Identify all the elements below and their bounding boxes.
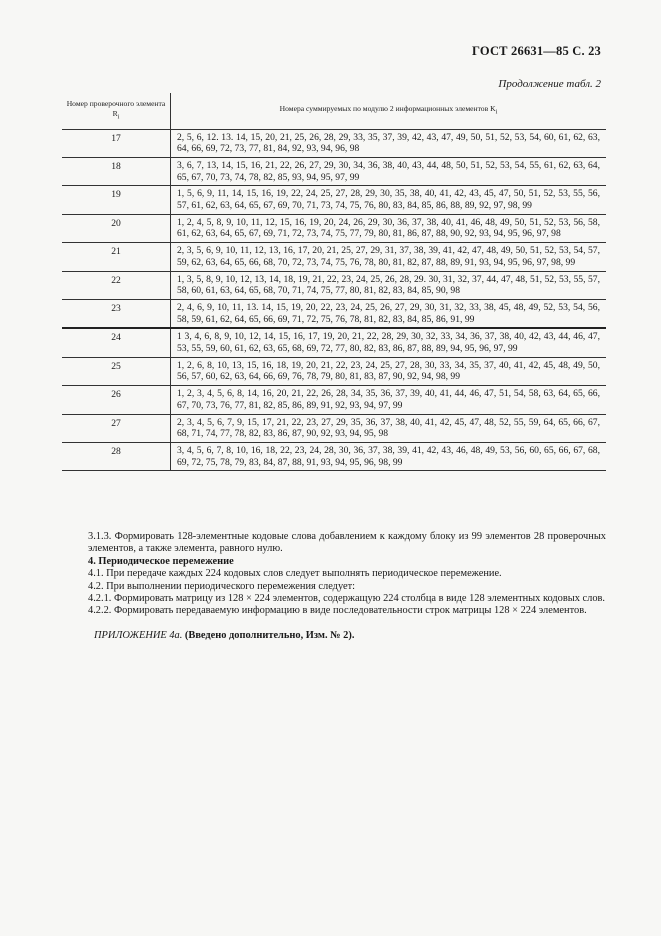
header-check-element-text: Номер проверочного элемента R [66,99,166,118]
check-elements-table [62,93,606,471]
info-element-numbers: 3, 4, 5, 6, 7, 8, 10, 16, 18, 22, 23, 24, 28, 30, 36, 37, 38, 39, 41, 42, 43, 46, 48, 49, 53, 56, 60, 65, 66, 67, 68, 69, 72, 75, 78, 79, 83, 84, 87, 88, 91, 93, 94, 95, 96, 98, 99 [171,442,607,470]
info-element-numbers: 1, 2, 3, 4, 5, 6, 8, 14, 16, 20, 21, 22, 26, 28, 34, 35, 36, 37, 39, 40, 41, 44, 46, 47, 51, 54, 58, 63, 64, 65, 66, 67, 70, 73, 76, 77, 81, 82, 85, 86, 89, 91, 92, 93, 94, 97, 99 [171,386,607,414]
table-row [62,442,606,470]
paragraph-4-2-2: 4.2.2. Формировать передаваемую информацию в виде последовательности строк матрицы 128 × 224 элементов. [88,605,587,617]
table-row [62,271,606,299]
info-element-numbers: 2, 3, 5, 6, 9, 10, 11, 12, 13, 16, 17, 20, 21, 25, 27, 29, 31, 37, 38, 39, 41, 42, 47, 48, 49, 50, 51, 52, 53, 54, 57, 59, 62, 63, 64, 65, 66, 68, 70, 72, 73, 74, 75, 76, 78, 80, 81, 82, 87, 88, 89, 91, 93, 94, 95, 96, 97, 98, 99 [171,243,607,271]
table-row [62,299,606,328]
paragraph-4-2: 4.2. При выполнении периодического перемежения следует: [88,580,356,592]
appendix-note [94,630,606,642]
check-element-number: 22 [62,271,171,299]
check-element-number: 18 [62,157,171,185]
paragraph-3-1-3: 3.1.3. Формировать 128-элементные кодовые слова добавлением к каждому блоку из 99 элементов 28 проверочных элементов, а также элемента, равного нулю. [88,531,606,555]
info-element-numbers: 1, 2, 6, 8, 10, 13, 15, 16, 18, 19, 20, 21, 22, 23, 24, 25, 27, 28, 30, 33, 34, 35, 37, 40, 41, 42, 45, 48, 49, 50, 56, 57, 60, 62, 63, 64, 66, 69, 76, 78, 79, 80, 81, 83, 87, 90, 92, 94, 98, 99 [171,357,607,385]
check-element-number: 26 [62,386,171,414]
table-row [62,357,606,385]
header-check-element-sub: i [117,113,120,121]
table-row [62,129,606,157]
info-element-numbers: 1 3, 4, 6, 8, 9, 10, 12, 14, 15, 16, 17, 19, 20, 21, 22, 28, 29, 30, 32, 33, 34, 36, 37, 38, 40, 42, 43, 44, 46, 47, 53, 55, 59, 60, 61, 62, 63, 65, 68, 69, 72, 77, 80, 82, 83, 86, 87, 88, 89, 94, 95, 96, 97, 99 [171,328,607,357]
table-row [62,386,606,414]
header-info-elements-sub: i [495,108,498,116]
page-header: ГОСТ 26631—85 С. 23 [472,44,601,58]
table-row [62,243,606,271]
check-element-number: 19 [62,186,171,214]
check-element-number: 17 [62,129,171,157]
info-element-numbers: 2, 5, 6, 12. 13. 14, 15, 20, 21, 25, 26, 28, 29, 33, 35, 37, 39, 42, 43, 47, 49, 50, 51, 52, 53, 54, 60, 61, 62, 63, 64, 66, 69, 72, 73, 77, 81, 84, 92, 93, 94, 96, 98 [171,129,607,157]
section-4-heading: 4. Периодическое перемежение [88,555,234,567]
check-element-number: 20 [62,214,171,242]
header-check-element [62,93,171,129]
appendix-title: ПРИЛОЖЕНИЕ 4а. [94,629,183,641]
paragraph-4-2-1: 4.2.1. Формировать матрицу из 128 × 224 элементов, содержащую 224 столбца в виде 128 элементных кодовых слов. [88,593,606,605]
body-text [88,531,606,642]
header-info-elements-text: Номера суммируемых по модулю 2 информационных элементов K [279,104,496,113]
table-row [62,186,606,214]
table-row [62,157,606,185]
check-element-number: 27 [62,414,171,442]
table-header-row [62,93,606,129]
info-element-numbers: 1, 2, 4, 5, 8, 9, 10, 11, 12, 15, 16, 19, 20, 24, 26, 29, 30, 36, 37, 38, 40, 41, 46, 48, 49, 50, 51, 52, 53, 56, 58, 61, 62, 63, 64, 65, 67, 69, 71, 72, 73, 74, 75, 77, 79, 80, 81, 86, 87, 88, 90, 92, 93, 94, 95, 96, 97, 98 [171,214,607,242]
header-info-elements [171,93,607,129]
table-continuation-label: Продолжение табл. 2 [498,78,601,90]
info-element-numbers: 1, 5, 6, 9, 11, 14, 15, 16, 19, 22, 24, 25, 27, 28, 29, 30, 35, 38, 40, 41, 42, 43, 45, 47, 50, 51, 52, 53, 55, 56, 57, 61, 62, 63, 64, 65, 67, 69, 70, 71, 73, 74, 75, 76, 80, 83, 84, 85, 86, 88, 89, 92, 97, 98, 99 [171,186,607,214]
check-element-number: 25 [62,357,171,385]
info-element-numbers: 1, 3, 5, 8, 9, 10, 12, 13, 14, 18, 19, 21, 22, 23, 24, 25, 26, 28, 29. 30, 31, 32, 37, 44, 47, 48, 51, 52, 53, 55, 57, 58, 60, 61, 63, 64, 65, 68, 70, 71, 74, 75, 77, 80, 81, 82, 83, 84, 85, 90, 98 [171,271,607,299]
appendix-amendment: (Введено дополнительно, Изм. № 2). [184,629,355,641]
check-element-number: 24 [62,328,171,357]
check-element-number: 28 [62,442,171,470]
table-row [62,414,606,442]
paragraph-4-1: 4.1. При передаче каждых 224 кодовых слов следует выполнять периодическое перемежение. [88,568,502,580]
info-element-numbers: 2, 3, 4, 5, 6, 7, 9, 15, 17, 21, 22, 23, 27, 29, 35, 36, 37, 38, 40, 41, 42, 45, 47, 48, 52, 55, 59, 64, 65, 66, 67, 68, 71, 74, 77, 78, 82, 83, 86, 87, 90, 92, 93, 94, 95, 98 [171,414,607,442]
check-element-number: 23 [62,299,171,328]
info-element-numbers: 2, 4, 6, 9, 10, 11, 13. 14, 15, 19, 20, 22, 23, 24, 25, 26, 27, 29, 30, 31, 32, 33, 38, 45, 48, 49, 52, 53, 54, 56, 58, 59, 61, 62, 64, 65, 66, 69, 71, 72, 75, 76, 78, 81, 82, 83, 84, 85, 86, 91, 99 [171,299,607,328]
table-row [62,214,606,242]
table-body [62,129,606,471]
table-row [62,328,606,357]
check-element-number: 21 [62,243,171,271]
info-element-numbers: 3, 6, 7, 13, 14, 15, 16, 21, 22, 26, 27, 29, 30, 34, 36, 38, 40, 43, 44, 48, 50, 51, 52, 53, 54, 55, 61, 62, 63, 64, 65, 67, 70, 73, 74, 78, 82, 85, 93, 94, 95, 97, 99 [171,157,607,185]
